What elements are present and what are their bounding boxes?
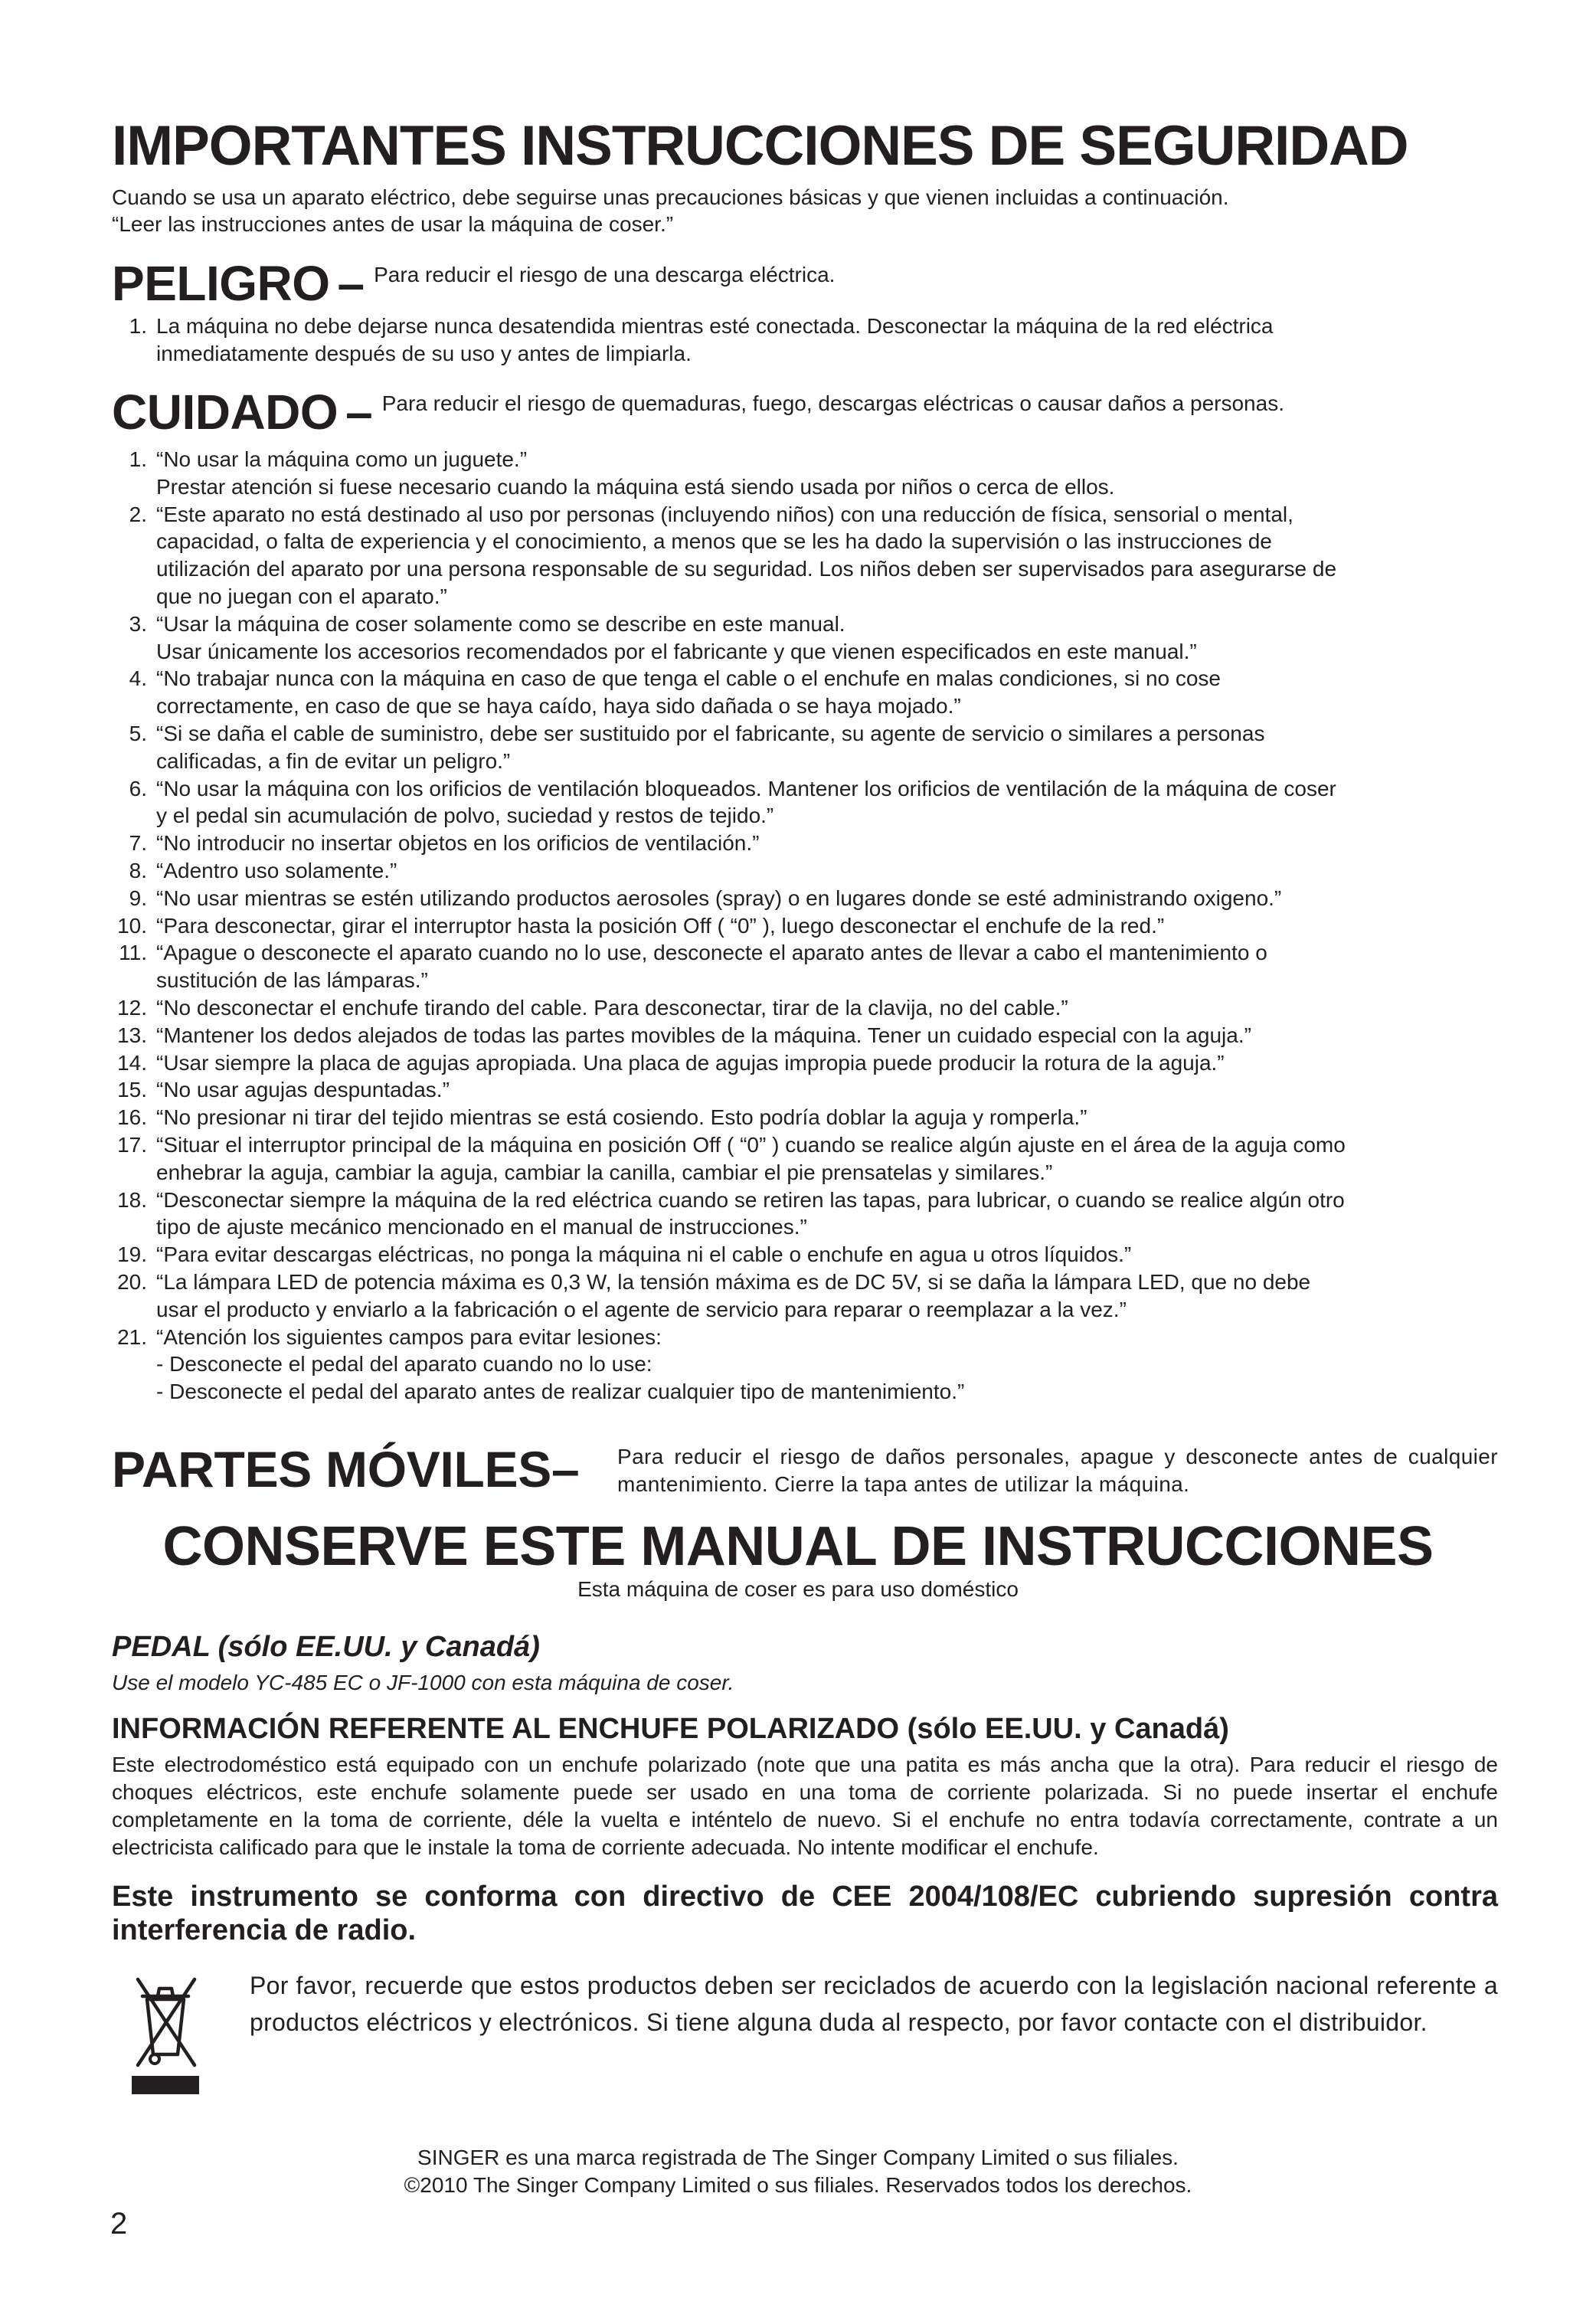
item-line: La máquina no debe dejarse nunca desatendida mientras esté conectada. Desconectar la máquina de la red eléctrica [156,314,1274,338]
item-number: 18. [117,1187,147,1212]
page-number: 2 [110,2207,128,2241]
list-item [112,994,1498,1022]
intro-line: Cuando se usa un aparato eléctrico, debe seguirse unas precauciones básicas y que vienen incluidas a continuación. [112,185,1229,209]
page-title: IMPORTANTES INSTRUCCIONES DE SEGURIDAD [112,115,1408,177]
item-line: “Usar la máquina de coser solamente como se describe en este manual. [156,611,845,636]
item-number: 10. [117,913,147,938]
intro-text [112,184,1498,237]
list-item [112,1022,1498,1049]
item-line: utilización del aparato por una persona responsable de su seguridad. Los niños deben ser supervisados para asegurarse de [156,557,1337,581]
weee-crossed-bin-icon [127,1970,204,2096]
item-line: “Situar el interruptor principal de la máquina en posición Off ( “0” ) cuando se realice algún ajuste en el área de la aguja como [156,1132,1346,1157]
item-line: “Mantener los dedos alejados de todas las partes movibles de la máquina. Tener un cuidado especial con la aguja.” [156,1023,1251,1047]
item-line: “No usar la máquina con los orificios de ventilación bloqueados. Mantener los orificios de ventilación de la máquina de coser [156,776,1336,800]
list-item [112,446,1498,501]
moviles-subtitle: Para reducir el riesgo de daños personales, apague y desconecte antes de cualquier mantenimiento. Cierre la tapa antes de utilizar la máquina. [617,1445,1498,1496]
item-line: - Desconecte el pedal del aparato cuando no lo use: [156,1352,652,1377]
item-line: “Si se daña el cable de suministro, debe ser sustituido por el fabricante, su agente de servicio o similares a personas [156,721,1265,745]
list-item [112,1104,1498,1131]
item-line: correctamente, en caso de que se haya caído, haya sido dañada o se haya mojado.” [156,694,961,719]
item-line: usar el producto y enviarlo a la fabricación o el agente de servicio para reparar o reemplazar a la vez.” [156,1297,1127,1321]
item-line: “No usar agujas despuntadas.” [156,1078,450,1102]
item-line: capacidad, o falta de experiencia y el conocimiento, a menos que se les ha dado la supervisión o las instrucciones de [156,529,1272,554]
item-line: “No usar mientras se estén utilizando productos aerosoles (spray) o en lugares donde se esté administrando oxigeno.” [156,885,1282,910]
item-line: Usar únicamente los accesorios recomendados por el fabricante y que vienen especificados en este manual.” [156,639,1197,663]
recycle-text: Por favor, recuerde que estos productos deben ser reciclados de acuerdo con la legislación nacional referente a productos eléctricos y electrónicos. Si tiene alguna duda al respecto, por favor contacte con el distribuidor. [250,1972,1498,2036]
item-line: “Para evitar descargas eléctricas, no ponga la máquina ni el cable o enchufe en agua u otros líquidos.” [156,1242,1132,1267]
item-number: 15. [117,1078,147,1102]
list-item [112,1324,1498,1406]
cuidado-heading-row [112,383,1284,441]
item-line: “No presionar ni tirar del tejido mientras se está cosiendo. Esto podría doblar la aguja y romperla.” [156,1105,1087,1130]
list-item [112,1131,1498,1187]
list-item [112,912,1498,940]
peligro-subtitle: Para reducir el riesgo de una descarga eléctrica. [374,263,836,286]
moviles-heading: PARTES MÓVILES– [112,1441,580,1498]
footer-copyright: ©2010 The Singer Company Limited o sus filiales. Reservados todos los derechos. [404,2173,1192,2197]
peligro-list [112,313,1498,368]
list-item [112,720,1498,775]
plug-text: Este electrodoméstico está equipado con un enchufe polarizado (note que una patita es más ancha que la otra). Para reducir el riesgo de choques eléctricos, este enchufe solamente puede ser usado en una toma de corriente polarizada. Si no puede insertar el enchufe completamente en la toma de corriente, déle la vuelta e inténtelo de nuevo. Si el enchufe no entra todavía correctamente, contrate a un electricista calificado para que le instale la toma de corriente adecuada. No intente modificar el enchufe. [112,1753,1498,1859]
list-item [112,1187,1498,1242]
list-item [112,1241,1498,1268]
footer-trademark: SINGER es una marca registrada de The Singer Company Limited o sus filiales. [417,2146,1179,2169]
item-number: 6. [129,776,147,800]
item-line: que no juegan con el aparato.” [156,584,447,608]
item-line: enhebrar la aguja, cambiar la aguja, cambiar la canilla, cambiar el pie prensatelas y similares.” [156,1160,1053,1184]
item-line: Prestar atención si fuese necesario cuando la máquina está siendo usada por niños o cerca de ellos. [156,474,1115,499]
list-item [112,1049,1498,1077]
item-line: y el pedal sin acumulación de polvo, suciedad y restos de tejido.” [156,804,774,828]
item-line: “La lámpara LED de potencia máxima es 0,3 W, la tensión máxima es de DC 5V, si se daña la lámpara LED, que no debe [156,1269,1311,1294]
item-number: 1. [129,447,147,471]
item-line: sustitución de las lámparas.” [156,968,428,993]
item-line: “Adentro uso solamente.” [156,858,397,882]
cuidado-list [112,446,1498,1406]
list-item [112,775,1498,830]
item-number: 1. [129,314,147,338]
plug-title: INFORMACIÓN REFERENTE AL ENCHUFE POLARIZADO (sólo EE.UU. y Canadá) [112,1713,1229,1745]
directive-text: Este instrumento se conforma con directivo de CEE 2004/108/EC cubriendo supresión contra interferencia de radio. [112,1881,1498,1946]
item-number: 19. [117,1242,147,1267]
list-item [112,313,1498,368]
peligro-heading: PELIGRO [112,256,330,311]
item-line: “Para desconectar, girar el interruptor hasta la posición Off ( “0” ), luego desconectar el enchufe de la red.” [156,913,1165,938]
item-line: “No usar la máquina como un juguete.” [156,447,528,471]
item-line: “Apague o desconecte el aparato cuando no lo use, desconecte el aparato antes de llevar a cabo el mantenimiento o [156,941,1267,965]
list-item [112,611,1498,666]
item-line: “Este aparato no está destinado al uso por personas (incluyendo niños) con una reducción de física, sensorial o mental, [156,502,1293,526]
list-item [112,665,1498,720]
peligro-heading-row [112,254,835,313]
list-item [112,830,1498,857]
list-item [112,501,1498,611]
domestic-use-note: Esta máquina de coser es para uso doméstico [577,1577,1019,1601]
item-line: “No introducir no insertar objetos en los orificios de ventilación.” [156,831,760,856]
item-number: 4. [129,666,147,691]
item-line: “No desconectar el enchufe tirando del cable. Para desconectar, tirar de la clavija, no del cable.” [156,995,1068,1020]
item-number: 21. [117,1324,147,1349]
item-number: 16. [117,1105,147,1130]
list-item [112,857,1498,885]
item-line: “Usar siempre la placa de agujas apropiada. Una placa de agujas impropia puede producir la rotura de la aguja.” [156,1050,1225,1075]
cuidado-dash: – [345,385,373,440]
pedal-title: PEDAL (sólo EE.UU. y Canadá) [112,1631,540,1663]
item-line: calificadas, a fin de evitar un peligro.” [156,748,511,773]
item-number: 12. [117,995,147,1020]
item-number: 13. [117,1023,147,1047]
item-number: 17. [117,1132,147,1157]
item-line: “Atención los siguientes campos para evitar lesiones: [156,1324,662,1349]
cuidado-heading: CUIDADO [112,385,338,440]
item-line: inmediatamente después de su uso y antes de limpiarla. [156,341,692,365]
conserve-title: CONSERVE ESTE MANUAL DE INSTRUCCIONES [162,1516,1434,1577]
intro-line: “Leer las instrucciones antes de usar la máquina de coser.” [112,212,674,236]
cuidado-subtitle: Para reducir el riesgo de quemaduras, fuego, descargas eléctricas o causar daños a personas. [381,391,1284,415]
item-number: 7. [129,831,147,856]
list-item [112,939,1498,994]
item-number: 3. [129,611,147,636]
list-item [112,885,1498,912]
item-number: 14. [117,1050,147,1075]
item-line: - Desconecte el pedal del aparato antes de realizar cualquier tipo de mantenimiento.” [156,1380,965,1404]
list-item [112,1268,1498,1324]
item-line: “No trabajar nunca con la máquina en caso de que tenga el cable o el enchufe en malas condiciones, si no cose [156,666,1222,691]
item-number: 11. [119,941,147,965]
item-number: 8. [129,858,147,882]
item-number: 5. [129,721,147,745]
peligro-dash: – [337,256,365,311]
item-number: 2. [129,502,147,526]
list-item [112,1076,1498,1104]
pedal-text: Use el modelo YC-485 EC o JF-1000 con esta máquina de coser. [112,1671,734,1694]
item-number: 9. [129,885,147,910]
item-line: tipo de ajuste mecánico mencionado en el manual de instrucciones.” [156,1215,807,1239]
item-line: “Desconectar siempre la máquina de la red eléctrica cuando se retiren las tapas, para lubricar, o cuando se realice algún otro [156,1187,1345,1212]
item-number: 20. [117,1269,147,1294]
